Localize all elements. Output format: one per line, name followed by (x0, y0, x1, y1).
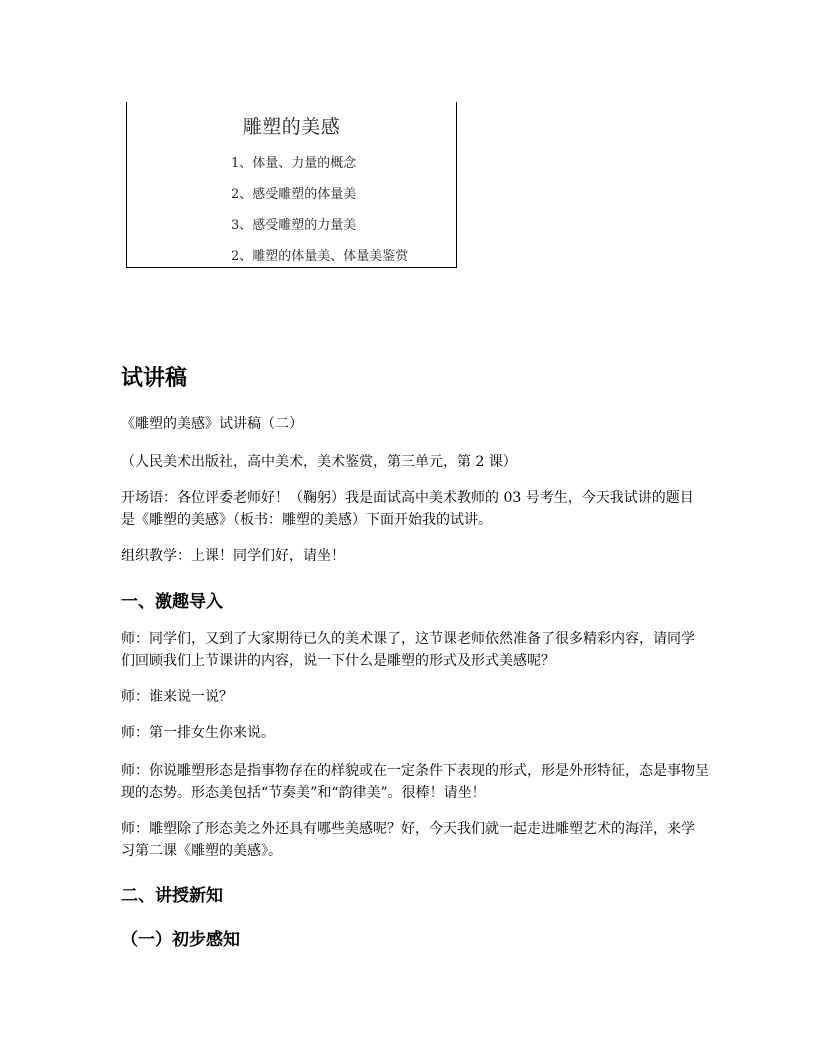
paragraph-1: 师：同学们，又到了大家期待已久的美术课了，这节课老师依然准备了很多精彩内容，请同学们回顾我们上节课讲的内容，说一下什么是雕塑的形式及形式美感呢？ (121, 631, 695, 669)
board-item-2: 2、感受雕塑的体量美 (231, 187, 357, 202)
doc-organize: 组织教学：上课！同学们好，请坐！ (121, 548, 345, 564)
doc-subtitle: 《雕塑的美感》试讲稿（二） (121, 416, 303, 432)
doc-opening: 开场语：各位评委老师好！（鞠躬）我是面试高中美术教师的 03 号考生，今天我试讲的题目是《雕塑的美感》（板书：雕塑的美感）下面开始我的试讲。 (121, 490, 694, 528)
paragraph-3: 师：第一排女生你来说。 (121, 725, 275, 741)
paragraph-2: 师：谁来说一说？ (121, 689, 233, 705)
doc-heading: 试讲稿 (121, 366, 188, 391)
section-heading-1: 一、激趣导入 (121, 592, 223, 612)
section-heading-2: 二、讲授新知 (121, 886, 223, 906)
doc-source: （人民美术出版社，高中美术，美术鉴赏，第三单元，第 2 课） (121, 454, 517, 470)
board-item-4: 2、雕塑的体量美、体量美鉴赏 (231, 249, 409, 264)
board-item-1: 1、体量、力量的概念 (231, 156, 357, 171)
subsection-heading-1: （一）初步感知 (121, 930, 240, 950)
board-item-3: 3、感受雕塑的力量美 (231, 218, 357, 233)
board-title: 雕塑的美感 (242, 116, 341, 138)
paragraph-4: 师：你说雕塑形态是指事物存在的样貌或在一定条件下表现的形式，形是外形特征，态是事物呈现的态势。形态美包括“节奏美”和“韵律美”。很棒！请坐！ (121, 763, 709, 801)
paragraph-5: 师：雕塑除了形态美之外还具有哪些美感呢？好，今天我们就一起走进雕塑艺术的海洋，来学习第二课《雕塑的美感》。 (121, 821, 695, 859)
blackboard-design-box (126, 102, 457, 268)
